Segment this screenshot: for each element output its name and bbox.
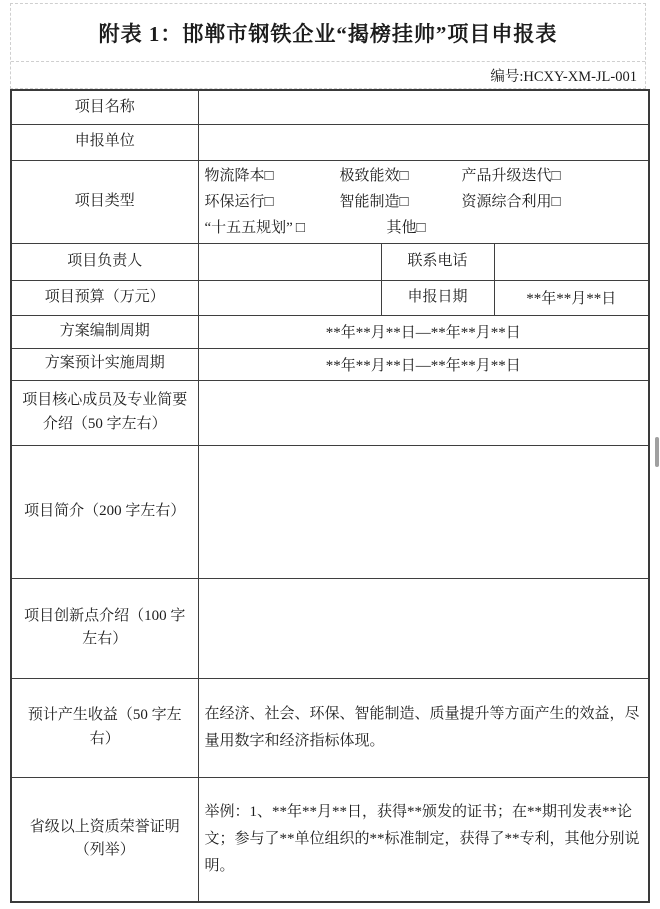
innovation-points-label: 项目创新点介绍（100 字左右）	[11, 578, 198, 678]
applicant-unit-field[interactable]	[198, 124, 649, 160]
honor-certificates-text: 举例：1、**年**月**日，获得**颁发的证书；在**期刊发表**论文；参与了**单位组织的**标准制定，获得了**专利，其他分别说明。	[198, 777, 649, 902]
table-row	[11, 578, 649, 678]
table-row	[11, 445, 649, 578]
option-label: 智能制造	[339, 193, 400, 210]
project-type-option	[387, 215, 426, 241]
contact-phone-field[interactable]	[494, 243, 649, 280]
table-row	[11, 777, 649, 902]
project-type-options	[198, 160, 649, 243]
option-label: 极致能效	[339, 167, 400, 184]
contact-phone-label: 联系电话	[381, 243, 494, 280]
plan-compilation-period-label: 方案编制周期	[11, 315, 198, 348]
project-intro-field[interactable]	[198, 445, 649, 578]
core-members-field[interactable]	[198, 380, 649, 445]
project-type-option-line	[205, 163, 643, 189]
project-type-option	[340, 163, 462, 189]
table-row	[11, 243, 649, 280]
expected-benefits-label: 预计产生收益（50 字左右）	[11, 678, 198, 777]
form-header	[10, 3, 646, 89]
checkbox-other-icon[interactable]: □	[416, 219, 426, 236]
checkbox-energy-efficiency-icon[interactable]: □	[399, 167, 409, 184]
application-date-value[interactable]: **年**月**日	[494, 280, 649, 315]
table-row	[11, 380, 649, 445]
application-table	[10, 89, 650, 903]
checkbox-smart-manufacturing-icon[interactable]: □	[399, 193, 409, 210]
option-label: “十五五规划”	[204, 219, 293, 236]
project-intro-label: 项目简介（200 字左右）	[11, 445, 198, 578]
option-label: 资源综合利用	[461, 193, 552, 210]
project-type-option	[205, 163, 340, 189]
project-type-option-line	[205, 215, 643, 241]
form-code-number: 编号:HCXY-XM-JL-001	[490, 68, 637, 85]
option-label: 物流降本	[204, 167, 265, 184]
scrollbar-thumb[interactable]	[655, 437, 659, 467]
plan-implementation-period-label: 方案预计实施周期	[11, 348, 198, 380]
checkbox-fifteenth-plan-icon[interactable]: □	[295, 219, 305, 236]
form-title: 附表 1：邯郸市钢铁企业“揭榜挂帅”项目申报表	[11, 4, 645, 62]
project-type-option-line	[205, 189, 643, 215]
checkbox-logistics-cost-icon[interactable]: □	[264, 167, 274, 184]
table-row	[11, 280, 649, 315]
checkbox-environmental-operation-icon[interactable]: □	[264, 193, 274, 210]
table-row	[11, 90, 649, 124]
application-date-label: 申报日期	[381, 280, 494, 315]
table-row	[11, 124, 649, 160]
option-label: 环保运行	[204, 193, 265, 210]
plan-compilation-period-value[interactable]: **年**月**日—**年**月**日	[198, 315, 649, 348]
plan-implementation-period-value[interactable]: **年**月**日—**年**月**日	[198, 348, 649, 380]
project-type-option	[205, 215, 387, 241]
checkbox-product-upgrade-icon[interactable]: □	[551, 167, 561, 184]
checkbox-resource-utilization-icon[interactable]: □	[551, 193, 561, 210]
applicant-unit-label: 申报单位	[11, 124, 198, 160]
option-label: 其他	[386, 219, 417, 236]
expected-benefits-text: 在经济、社会、环保、智能制造、质量提升等方面产生的效益，尽量用数字和经济指标体现。	[198, 678, 649, 777]
project-type-option	[462, 189, 561, 215]
project-type-option	[205, 189, 340, 215]
table-row	[11, 678, 649, 777]
project-budget-label: 项目预算（万元）	[11, 280, 198, 315]
project-name-field[interactable]	[198, 90, 649, 124]
project-type-option	[340, 189, 462, 215]
option-label: 产品升级迭代	[461, 167, 552, 184]
project-type-label: 项目类型	[11, 160, 198, 243]
honor-certificates-label: 省级以上资质荣誉证明（列举）	[11, 777, 198, 902]
project-leader-label: 项目负责人	[11, 243, 198, 280]
project-budget-field[interactable]	[198, 280, 381, 315]
table-row	[11, 160, 649, 243]
innovation-points-field[interactable]	[198, 578, 649, 678]
table-row	[11, 315, 649, 348]
project-name-label: 项目名称	[11, 90, 198, 124]
project-leader-field[interactable]	[198, 243, 381, 280]
core-members-label: 项目核心成员及专业简要介绍（50 字左右）	[11, 380, 198, 445]
project-type-option	[462, 163, 561, 189]
table-row	[11, 348, 649, 380]
